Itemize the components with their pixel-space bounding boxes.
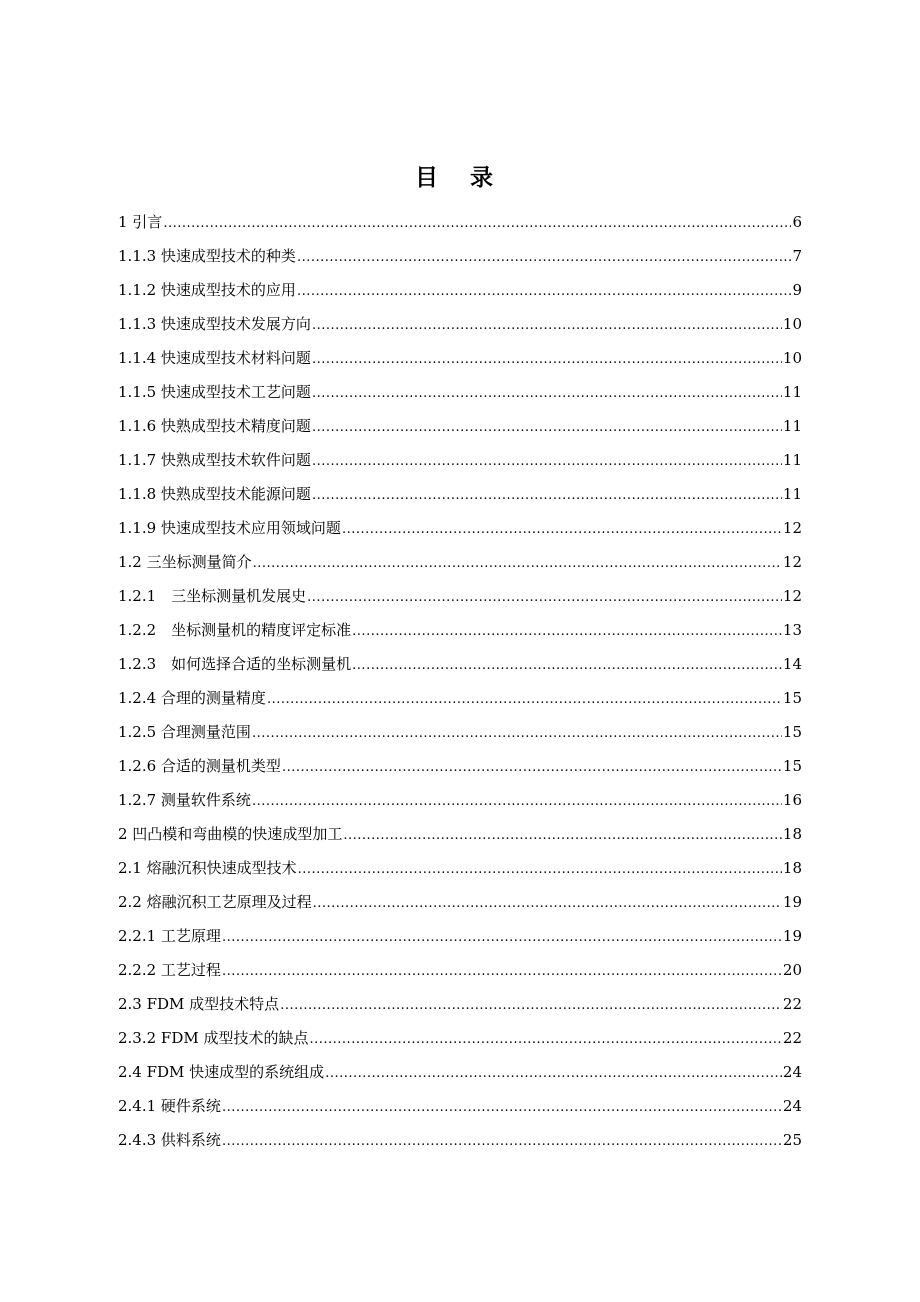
toc-dot-leader xyxy=(312,448,782,476)
toc-entry-text: 1.1.5 快速成型技术工艺问题 xyxy=(118,383,311,401)
toc-entry[interactable] xyxy=(118,412,802,446)
toc-entry[interactable] xyxy=(118,820,802,854)
toc-dot-leader xyxy=(222,1128,782,1156)
toc-entry[interactable] xyxy=(118,752,802,786)
toc-entry-text: 1 引言 xyxy=(118,213,163,231)
toc-entry-page-number: 24 xyxy=(782,1097,802,1115)
toc-entry-page-number: 18 xyxy=(782,859,802,877)
toc-entry-page-number: 6 xyxy=(792,213,802,231)
toc-entry[interactable] xyxy=(118,888,802,922)
toc-title: 目 录 xyxy=(414,165,505,191)
toc-dot-leader xyxy=(312,482,782,510)
toc-entry[interactable] xyxy=(118,854,802,888)
toc-entry-page-number: 10 xyxy=(782,349,802,367)
toc-entry-text: 1.2.1 三坐标测量机发展史 xyxy=(118,587,307,605)
toc-entry-page-number: 15 xyxy=(782,689,802,707)
toc-entry-page-number: 18 xyxy=(782,825,802,843)
toc-entry-text: 2.4 FDM 快速成型的系统组成 xyxy=(118,1063,325,1081)
toc-entry[interactable] xyxy=(118,548,802,582)
toc-entry-text: 1.2.6 合适的测量机类型 xyxy=(118,757,281,775)
toc-dot-leader xyxy=(280,992,782,1020)
toc-entry-page-number: 19 xyxy=(782,927,802,945)
toc-dot-leader xyxy=(307,584,782,612)
toc-entry-page-number: 7 xyxy=(792,247,802,265)
toc-entry-text: 2 凹凸模和弯曲模的快速成型加工 xyxy=(118,825,343,843)
toc-entry-page-number: 11 xyxy=(782,451,802,469)
toc-entry[interactable] xyxy=(118,718,802,752)
toc-entry[interactable] xyxy=(118,1024,802,1058)
toc-entry[interactable] xyxy=(118,310,802,344)
toc-dot-leader xyxy=(252,720,782,748)
toc-dot-leader xyxy=(313,890,782,918)
toc-entry-page-number: 22 xyxy=(782,995,802,1013)
toc-entry-text: 2.4.1 硬件系统 xyxy=(118,1097,221,1115)
toc-entry-text: 1.2.7 测量软件系统 xyxy=(118,791,251,809)
toc-entry-page-number: 15 xyxy=(782,757,802,775)
toc-dot-leader xyxy=(222,958,782,986)
toc-entry-page-number: 9 xyxy=(792,281,802,299)
toc-entry-page-number: 12 xyxy=(782,519,802,537)
toc-entry-page-number: 19 xyxy=(782,893,802,911)
toc-entry-text: 2.3.2 FDM 成型技术的缺点 xyxy=(118,1029,309,1047)
toc-dot-leader xyxy=(312,312,782,340)
toc-entry-page-number: 12 xyxy=(782,587,802,605)
toc-dot-leader xyxy=(312,414,782,442)
toc-dot-leader xyxy=(298,856,782,884)
toc-entry-text: 1.1.7 快熟成型技术软件问题 xyxy=(118,451,311,469)
toc-entry-page-number: 11 xyxy=(782,383,802,401)
toc-entry[interactable] xyxy=(118,1058,802,1092)
toc-dot-leader xyxy=(253,550,782,578)
toc-entry-page-number: 14 xyxy=(782,655,802,673)
toc-entry[interactable] xyxy=(118,344,802,378)
toc-entry[interactable] xyxy=(118,582,802,616)
toc-entry-text: 1.2.3 如何选择合适的坐标测量机 xyxy=(118,655,352,673)
toc-dot-leader xyxy=(325,1060,782,1088)
toc-entry-page-number: 10 xyxy=(782,315,802,333)
toc-dot-leader xyxy=(297,278,792,306)
toc-dot-leader xyxy=(342,516,782,544)
toc-entry-text: 1.1.9 快速成型技术应用领域问题 xyxy=(118,519,341,537)
toc-entry-text: 1.1.4 快速成型技术材料问题 xyxy=(118,349,311,367)
toc-entry[interactable] xyxy=(118,446,802,480)
toc-entry-text: 1.1.6 快熟成型技术精度问题 xyxy=(118,417,311,435)
toc-entry[interactable] xyxy=(118,684,802,718)
toc-entry-text: 2.3 FDM 成型技术特点 xyxy=(118,995,280,1013)
toc-entry[interactable] xyxy=(118,616,802,650)
toc-entry-text: 2.1 熔融沉积快速成型技术 xyxy=(118,859,297,877)
toc-dot-leader xyxy=(267,686,782,714)
toc-entry-page-number: 13 xyxy=(782,621,802,639)
toc-entry-page-number: 11 xyxy=(782,417,802,435)
toc-entry-text: 2.2.2 工艺过程 xyxy=(118,961,221,979)
toc-entry[interactable] xyxy=(118,990,802,1024)
toc-dot-leader xyxy=(343,822,782,850)
toc-entry-page-number: 12 xyxy=(782,553,802,571)
toc-entry-text: 2.2 熔融沉积工艺原理及过程 xyxy=(118,893,312,911)
toc-dot-leader xyxy=(352,618,782,646)
toc-entry-text: 1.1.8 快熟成型技术能源问题 xyxy=(118,485,311,503)
toc-entry-text: 2.2.1 工艺原理 xyxy=(118,927,221,945)
toc-entry-text: 1.2.4 合理的测量精度 xyxy=(118,689,266,707)
toc-entry[interactable] xyxy=(118,956,802,990)
toc-dot-leader xyxy=(312,380,782,408)
toc-dot-leader xyxy=(252,788,782,816)
toc-entry[interactable] xyxy=(118,378,802,412)
toc-entry[interactable] xyxy=(118,922,802,956)
toc-entry-page-number: 22 xyxy=(782,1029,802,1047)
toc-dot-leader xyxy=(222,924,782,952)
toc-dot-leader xyxy=(310,1026,782,1054)
toc-entry[interactable] xyxy=(118,480,802,514)
toc-entry-page-number: 16 xyxy=(782,791,802,809)
toc-entry[interactable] xyxy=(118,208,802,242)
toc-entry-text: 1.2.5 合理测量范围 xyxy=(118,723,251,741)
toc-entry[interactable] xyxy=(118,1126,802,1160)
toc-entry-page-number: 25 xyxy=(782,1131,802,1149)
toc-entry-text: 1.2 三坐标测量简介 xyxy=(118,553,252,571)
toc-entry-page-number: 24 xyxy=(782,1063,802,1081)
toc-entry-text: 1.1.3 快速成型技术发展方向 xyxy=(118,315,311,333)
toc-dot-leader xyxy=(282,754,782,782)
toc-entry-page-number: 11 xyxy=(782,485,802,503)
toc-entry-text: 1.1.3 快速成型技术的种类 xyxy=(118,247,296,265)
toc-entry[interactable] xyxy=(118,650,802,684)
toc-entry-text: 1.2.2 坐标测量机的精度评定标准 xyxy=(118,621,352,639)
toc-dot-leader xyxy=(297,244,792,272)
toc-list xyxy=(118,208,802,1160)
toc-entry-page-number: 20 xyxy=(782,961,802,979)
toc-dot-leader xyxy=(222,1094,782,1122)
toc-entry[interactable] xyxy=(118,786,802,820)
toc-entry-text: 1.1.2 快速成型技术的应用 xyxy=(118,281,296,299)
toc-entry[interactable] xyxy=(118,242,802,276)
toc-dot-leader xyxy=(163,210,791,238)
toc-entry[interactable] xyxy=(118,514,802,548)
toc-dot-leader xyxy=(312,346,782,374)
toc-entry-text: 2.4.3 供料系统 xyxy=(118,1131,221,1149)
toc-dot-leader xyxy=(352,652,782,680)
toc-entry[interactable] xyxy=(118,1092,802,1126)
toc-entry-page-number: 15 xyxy=(782,723,802,741)
toc-entry[interactable] xyxy=(118,276,802,310)
